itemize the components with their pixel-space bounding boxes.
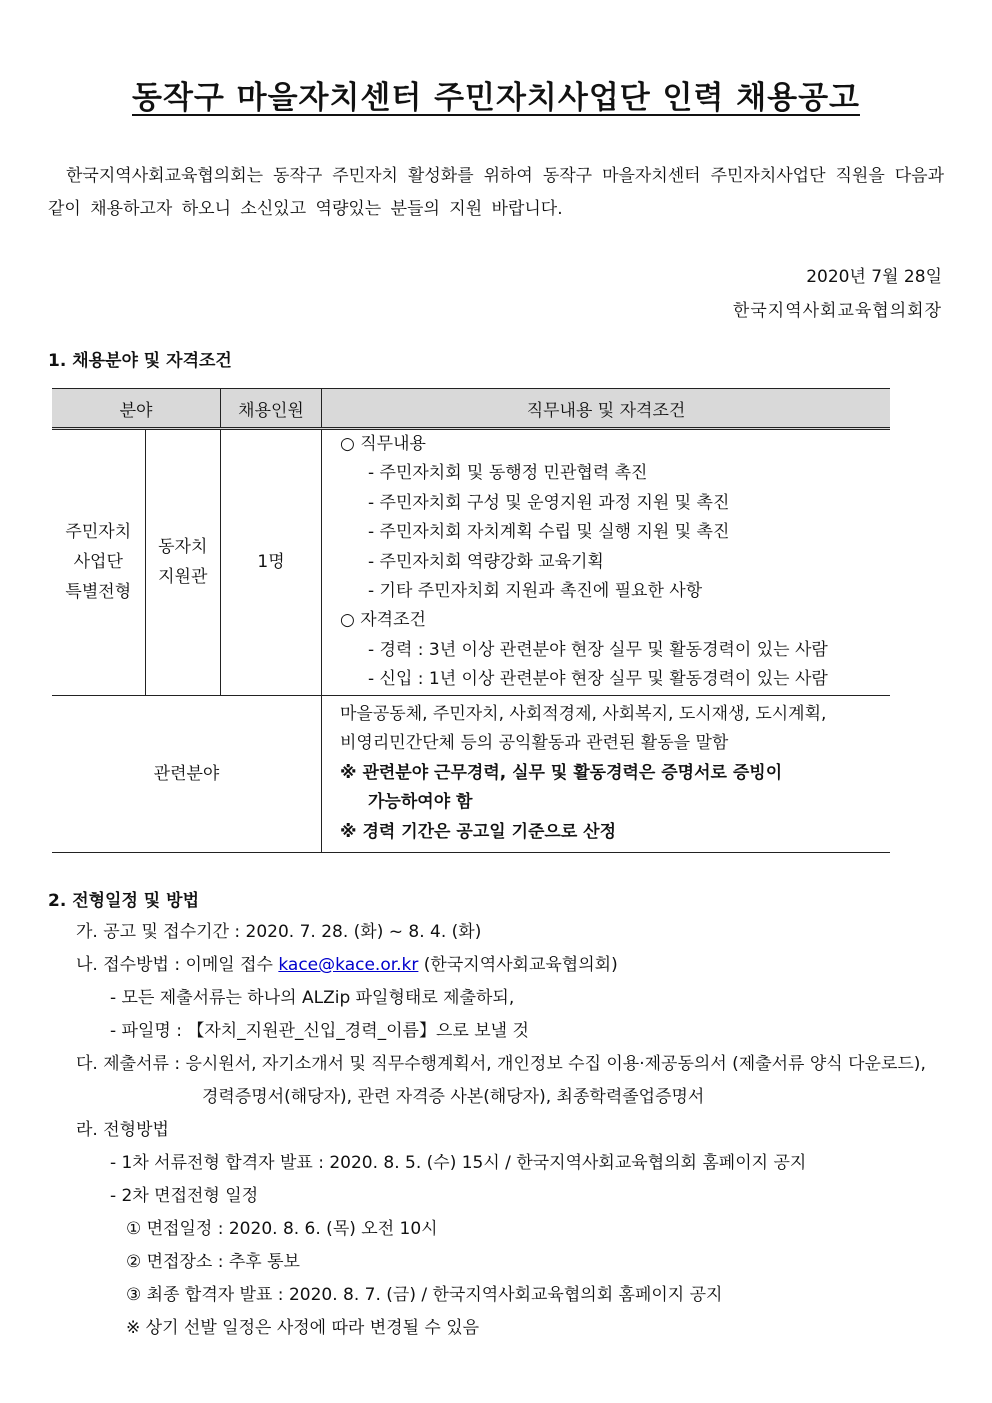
table-header-row xyxy=(52,389,890,429)
schedule-item-na xyxy=(76,949,956,982)
qual-item: - 신입 : 1년 이상 관련분야 현장 실무 및 활동경력이 있는 사람 xyxy=(368,669,828,690)
duty-item: - 주민자치회 구성 및 운영지원 과정 지원 및 촉진 xyxy=(368,492,730,513)
duty-item: - 주민자치회 역량강화 교육기획 xyxy=(368,551,604,572)
email-link[interactable]: kace@kace.or.kr xyxy=(278,955,419,975)
field-main-cell xyxy=(52,429,145,696)
qual-item: - 경력 : 3년 이상 관련분야 현장 실무 및 활동경력이 있는 사람 xyxy=(368,639,828,660)
interview-detail: ② 면접장소 : 추후 통보 xyxy=(126,1252,300,1272)
schedule-subitem: - 파일명 : 【자치_지원관_신입_경력_이름】으로 보낼 것 xyxy=(110,1021,529,1041)
page-title xyxy=(0,72,992,117)
schedule-item-da: 다. 제출서류 : 응시원서, 자기소개서 및 직무수행계획서, 개인정보 수집 이용·제공동의서 (제출서류 양식 다운로드), xyxy=(76,1054,926,1074)
schedule-item-ga: 가. 공고 및 접수기간 : 2020. 7. 28. (화) ~ 8. 4. (화) xyxy=(76,922,482,942)
section2-heading: 2. 전형일정 및 방법 xyxy=(48,891,199,911)
interview-detail: ① 면접일정 : 2020. 8. 6. (목) 오전 10시 xyxy=(126,1219,438,1239)
section1-heading: 1. 채용분야 및 자격조건 xyxy=(48,351,232,371)
related-note: ※ 관련분야 근무경력, 실무 및 활동경력은 증명서로 증빙이 xyxy=(340,762,783,783)
header-headcount: 채용인원 xyxy=(221,389,322,429)
schedule-subitem: - 1차 서류전형 합격자 발표 : 2020. 8. 5. (수) 15시 / 한국지역사회교육협의회 홈페이지 공지 xyxy=(110,1153,807,1173)
intro-text: 한국지역사회교육협의회는 동작구 주민자치 활성화를 위하여 동작구 마을자치센터 주민자치사업단 직원을 다음과 같이 채용하고자 하오니 소신있고 역량있는 분들의 지원 바랍니다. xyxy=(48,166,944,219)
schedule-item-ra: 라. 전형방법 xyxy=(76,1120,169,1140)
field-sub-line: 지원관 xyxy=(158,567,208,588)
announcement-date: 2020년 7월 28일 xyxy=(806,267,942,287)
related-cell xyxy=(322,695,891,852)
duty-item: - 주민자치회 자치계획 수립 및 실행 지원 및 촉진 xyxy=(368,522,730,543)
schedule-subitem: - 2차 면접전형 일정 xyxy=(110,1186,259,1206)
related-label-cell: 관련분야 xyxy=(52,695,322,852)
related-line: 비영리민간단체 등의 공익활동과 관련된 활동을 말함 xyxy=(340,733,729,754)
field-main-line: 주민자치 xyxy=(65,522,132,543)
qual-heading: ○ 자격조건 xyxy=(340,610,426,631)
table-row xyxy=(52,429,890,696)
intro-paragraph xyxy=(48,160,944,226)
duty-cell xyxy=(322,429,891,696)
table-row xyxy=(52,695,890,852)
schedule-subitem: - 모든 제출서류는 하나의 ALZip 파일형태로 제출하되, xyxy=(110,988,515,1008)
field-sub-cell xyxy=(145,429,220,696)
na-suffix: (한국지역사회교육협의회) xyxy=(418,955,618,975)
related-note: 가능하여야 함 xyxy=(368,792,473,813)
na-prefix: 나. 접수방법 : 이메일 접수 xyxy=(76,955,279,975)
field-main-line: 사업단 xyxy=(73,552,123,573)
schedule-item-da-cont: 경력증명서(해당자), 관련 자격증 사본(해당자), 최종학력졸업증명서 xyxy=(202,1087,705,1107)
issuer-name: 한국지역사회교육협의회장 xyxy=(732,301,942,321)
interview-detail: ③ 최종 합격자 발표 : 2020. 8. 7. (금) / 한국지역사회교육협의회 홈페이지 공지 xyxy=(126,1285,723,1305)
related-line: 마을공동체, 주민자치, 사회적경제, 사회복지, 도시재생, 도시계획, xyxy=(340,703,827,724)
field-sub-line: 동자치 xyxy=(158,537,208,558)
title-text: 동작구 마을자치센터 주민자치사업단 인력 채용공고 xyxy=(132,80,860,116)
duty-heading: ○ 직무내용 xyxy=(340,434,426,454)
schedule-note: ※ 상기 선발 일정은 사정에 따라 변경될 수 있음 xyxy=(126,1318,480,1338)
header-field: 분야 xyxy=(52,389,221,429)
headcount-cell: 1명 xyxy=(221,429,322,696)
duty-item: - 주민자치회 및 동행정 민관협력 촉진 xyxy=(368,463,648,484)
header-duties: 직무내용 및 자격조건 xyxy=(322,389,891,429)
related-note: ※ 경력 기간은 공고일 기준으로 산정 xyxy=(340,821,617,842)
duty-item: - 기타 주민자치회 지원과 촉진에 필요한 사항 xyxy=(368,581,703,602)
field-main-line: 특별전형 xyxy=(65,582,132,603)
schedule-list xyxy=(76,916,956,1345)
recruitment-table xyxy=(52,388,890,853)
